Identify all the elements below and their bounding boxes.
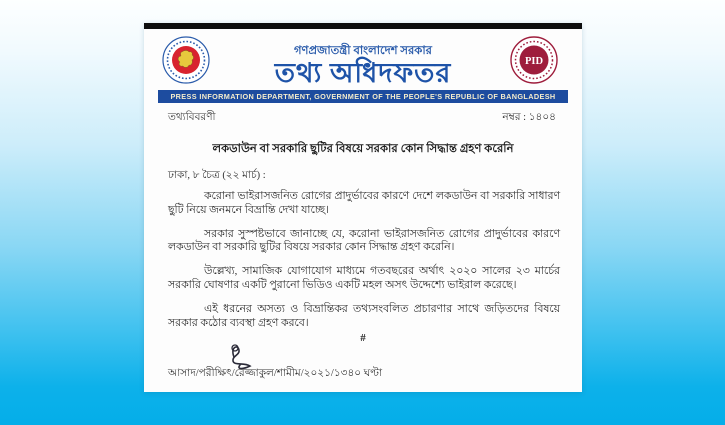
doc-type-label: তথ্যবিবরণী: [168, 112, 216, 123]
pid-seal-label: PID: [524, 56, 544, 67]
body-text: [168, 190, 560, 341]
doc-number: নম্বর : ১৪০৪: [502, 112, 556, 123]
government-line: গণপ্রজাতন্ত্রী বাংলাদেশ সরকার: [293, 45, 433, 57]
body-paragraph: করোনা ভাইরাসজনিত রোগের প্রাদুর্ভাবের কারণে দেশে লকডাউন বা সরকারি সাধারণ ছুটি নিয়ে জনমনে বিভ্রান্তি দেখা যাচ্ছে।: [168, 190, 560, 216]
dateline: ঢাকা, ৮ চৈত্র (২২ মার্চ) :: [168, 170, 266, 181]
department-title: তথ্য অধিদফতর: [274, 58, 452, 88]
department-banner: PRESS INFORMATION DEPARTMENT, GOVERNMENT OF THE PEOPLE'S REPUBLIC OF BANGLADESH: [158, 90, 568, 103]
end-mark: #: [360, 332, 366, 344]
meta-row: [168, 110, 556, 127]
body-paragraph: সরকার সুস্পষ্টভাবে জানাচ্ছে যে, করোনা ভাইরাসজনিত রোগের প্রাদুর্ভাবের কারণে লকডাউন বা সরকারি ছুটির বিষয়ে সরকার কোন সিদ্ধান্ত গ্রহণ করেনি।: [168, 227, 560, 254]
press-release-paper: [144, 23, 582, 392]
headline: লকডাউন বা সরকারি ছুটির বিষয়ে সরকার কোন সিদ্ধান্ত গ্রহণ করেনি: [212, 143, 514, 155]
body-paragraph: উল্লেখ্য, সামাজিক যোগাযোগ মাধ্যমে গতবছরের অর্থাৎ ২০২০ সালের ২৩ মার্চের সরকারি ঘোষণার একটি পুরানো ভিডিও একটি মহল অসৎ উদ্দেশ্যে ভাইরাল করেছে।: [168, 265, 560, 292]
body-paragraph: এই ধরনের অসত্য ও বিভ্রান্তিকর তথ্যসংবলিত প্রচারণার সাথে জড়িতদের বিষয়ে সরকার কঠোর ব্যবস্থা গ্রহণ করবে।: [168, 302, 560, 329]
scan-artifact-bar: [144, 23, 582, 29]
footer-credits: আসাদ/পরীক্ষিৎ/রেজ্জাকুল/শামীম/২০২১/১৩৪০ ঘণ্টা: [168, 368, 382, 379]
